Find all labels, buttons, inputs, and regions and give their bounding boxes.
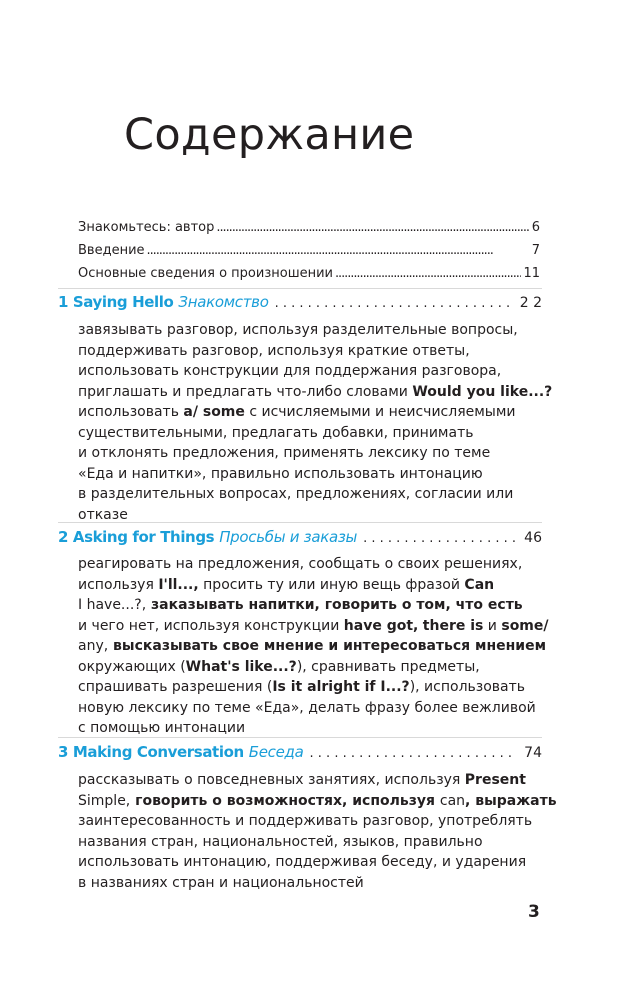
toc-entry-label: Основные сведения о произношении bbox=[78, 266, 333, 281]
description-text: использовать конструкции для поддержания разговора, bbox=[78, 363, 502, 379]
leader-dots bbox=[363, 531, 516, 546]
description-line bbox=[78, 811, 540, 832]
chapter-description-2 bbox=[78, 554, 549, 739]
grammar-phrase: высказывать свое мнение и интересоваться мнением bbox=[108, 638, 547, 654]
chapter-description-1 bbox=[78, 320, 553, 525]
description-text: I have...?, bbox=[78, 597, 147, 613]
description-line bbox=[78, 341, 540, 362]
description-line bbox=[78, 832, 540, 853]
chapter-title-en: 1 Saying Hello bbox=[58, 293, 174, 311]
description-line bbox=[78, 320, 540, 341]
description-text: названия стран, национальностей, языков, правильно bbox=[78, 833, 483, 850]
chapter-title-en: 2 Asking for Things bbox=[58, 528, 215, 546]
description-line bbox=[78, 423, 540, 444]
description-text: рассказывать о повседневных занятиях, используя bbox=[78, 772, 465, 788]
chapter-page: 74 bbox=[524, 745, 542, 761]
description-line bbox=[78, 791, 557, 812]
grammar-phrase: I'll..., bbox=[158, 576, 199, 593]
leader-dots bbox=[335, 266, 521, 281]
page-title: Содержание bbox=[124, 110, 415, 160]
description-line bbox=[78, 852, 540, 873]
divider bbox=[58, 737, 542, 738]
leader-dots bbox=[310, 746, 517, 761]
description-line bbox=[78, 464, 540, 485]
description-text: в разделительных вопросах, предложениях, согласии или bbox=[78, 486, 514, 502]
description-line bbox=[78, 554, 540, 575]
description-text: и отклонять предложения, применять лексику по теме bbox=[78, 445, 491, 461]
chapter-heading-2[interactable] bbox=[58, 528, 542, 546]
grammar-phrase: What's like...? bbox=[185, 658, 297, 675]
description-text: ), сравнивать предметы, bbox=[296, 658, 480, 675]
leader-dots bbox=[216, 220, 529, 235]
chapter-description-3 bbox=[78, 770, 557, 893]
description-line bbox=[78, 484, 540, 505]
description-text: с помощью интонации bbox=[78, 720, 246, 736]
grammar-phrase: there is bbox=[422, 617, 484, 634]
description-line bbox=[78, 402, 540, 423]
description-text: и bbox=[483, 617, 502, 634]
description-text: и чего нет, используя конструкции bbox=[78, 617, 344, 634]
chapter-title-ru: Беседа bbox=[248, 743, 304, 761]
grammar-phrase: заказывать напитки, говорить о том, что есть bbox=[146, 597, 523, 613]
description-text: использовать bbox=[78, 404, 184, 420]
description-text: «Еда и напитки», правильно использовать интонацию bbox=[78, 465, 483, 482]
divider bbox=[58, 522, 542, 523]
description-line bbox=[78, 595, 540, 616]
grammar-phrase: Present bbox=[464, 772, 526, 788]
description-text: any, bbox=[78, 638, 109, 654]
description-text: заинтересованность и поддерживать разговор, употреблять bbox=[78, 813, 533, 829]
description-text: окружающих ( bbox=[78, 658, 186, 675]
description-line bbox=[78, 616, 549, 637]
grammar-phrase: Is it alright if I...? bbox=[272, 679, 410, 695]
leader-dots bbox=[147, 243, 530, 258]
grammar-phrase: , выражать bbox=[465, 792, 557, 809]
description-text: отказе bbox=[78, 506, 128, 523]
description-text: просить ту или иную вещь фразой bbox=[198, 576, 465, 593]
toc-entry-pronunciation[interactable] bbox=[78, 266, 540, 289]
description-line bbox=[78, 361, 540, 382]
description-text: спрашивать разрешения ( bbox=[78, 679, 273, 695]
description-line bbox=[78, 677, 540, 698]
description-line bbox=[78, 636, 547, 657]
leader-dots bbox=[275, 296, 512, 311]
description-line bbox=[78, 770, 540, 791]
description-text: реагировать на предложения, сообщать о своих решениях, bbox=[78, 556, 523, 572]
toc-entry-page: 7 bbox=[531, 243, 540, 258]
description-text: использовать интонацию, поддерживая беседу, и ударения bbox=[78, 854, 527, 870]
description-text: can bbox=[439, 792, 466, 809]
toc-entry-author[interactable] bbox=[78, 220, 540, 243]
grammar-phrase: говорить о возможностях, используя bbox=[130, 792, 440, 809]
chapter-heading-1[interactable] bbox=[58, 293, 542, 311]
description-line bbox=[78, 657, 540, 678]
toc-entry-page: 11 bbox=[523, 266, 540, 281]
chapter-heading-3[interactable] bbox=[58, 743, 542, 761]
description-line bbox=[78, 873, 540, 894]
description-text: Simple, bbox=[78, 792, 131, 809]
description-line bbox=[78, 698, 540, 719]
divider bbox=[58, 288, 542, 289]
chapter-title-ru: Просьбы и заказы bbox=[219, 528, 358, 546]
grammar-phrase: Would you like...? bbox=[412, 383, 553, 400]
description-text: поддерживать разговор, используя краткие ответы, bbox=[78, 342, 470, 359]
grammar-phrase: have got, bbox=[343, 617, 419, 634]
description-text: используя bbox=[78, 576, 159, 593]
description-line bbox=[78, 575, 540, 596]
grammar-phrase: a/ some bbox=[183, 404, 245, 420]
page-number: 3 bbox=[528, 902, 540, 922]
description-text: ), использовать bbox=[409, 679, 526, 695]
chapter-page: 2 2 bbox=[519, 295, 542, 311]
description-text: новую лексику по теме «Еда», делать фразу более вежливой bbox=[78, 699, 536, 716]
grammar-phrase: some/ bbox=[501, 617, 549, 634]
toc-entry-label: Введение bbox=[78, 243, 145, 258]
description-text: приглашать и предлагать что-либо словами bbox=[78, 383, 413, 400]
grammar-phrase: Can bbox=[464, 576, 495, 593]
description-line bbox=[78, 382, 553, 403]
chapter-title-en: 3 Making Conversation bbox=[58, 743, 244, 761]
chapter-page: 46 bbox=[524, 530, 542, 546]
front-matter-list bbox=[78, 220, 540, 289]
chapter-title-ru: Знакомство bbox=[178, 293, 269, 311]
description-line bbox=[78, 718, 540, 739]
toc-entry-page: 6 bbox=[531, 220, 540, 235]
description-text: завязывать разговор, используя разделительные вопросы, bbox=[78, 322, 518, 338]
description-text: существительными, предлагать добавки, принимать bbox=[78, 424, 474, 441]
description-text: с исчисляемыми и неисчисляемыми bbox=[244, 404, 516, 420]
description-text: в названиях стран и национальностей bbox=[78, 874, 364, 891]
description-line bbox=[78, 443, 540, 464]
toc-entry-label: Знакомьтесь: автор bbox=[78, 220, 215, 235]
toc-entry-introduction[interactable] bbox=[78, 243, 540, 266]
